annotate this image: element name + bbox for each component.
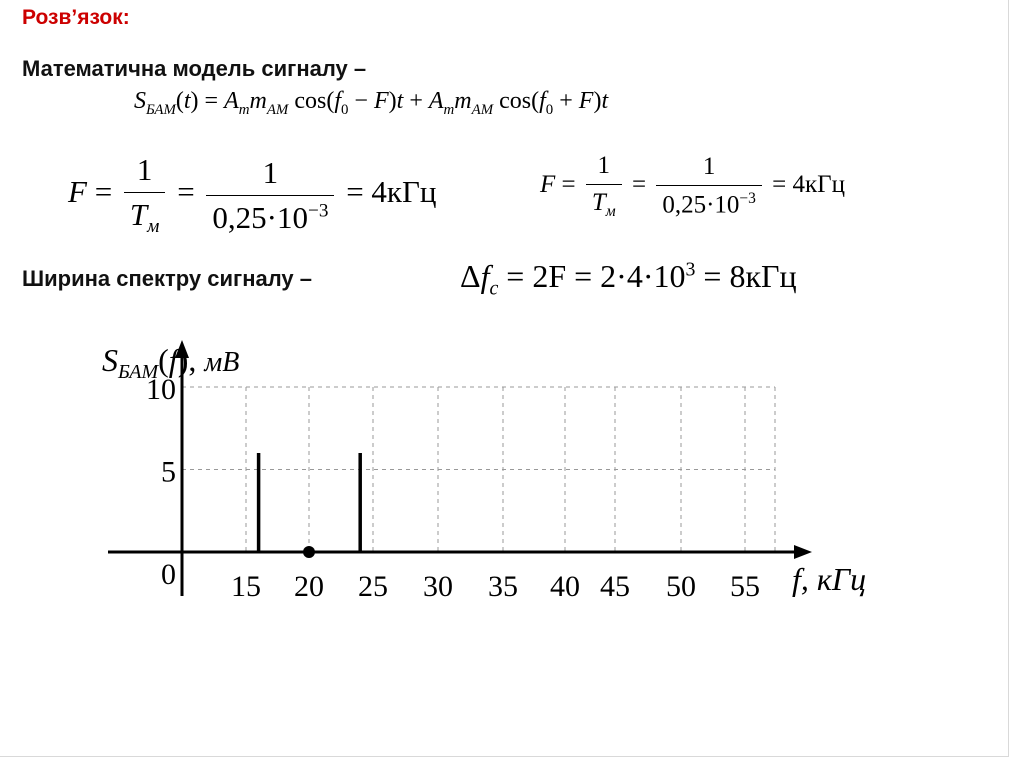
chart-axes <box>108 340 812 596</box>
x-tick-label: 50 <box>666 570 696 603</box>
x-tick-label: 25 <box>358 570 388 603</box>
x-tick-label: 15 <box>231 570 261 603</box>
model-label: Математична модель сигналу – <box>22 56 367 81</box>
chart-labels <box>102 342 866 603</box>
spectrum-width-formula: $\Delta f_c = 2F = 2\cdot 4\cdot 10^3 = 8кГц$ <box>460 258 797 300</box>
x-axis-label: f, кГц <box>792 561 867 597</box>
y-axis-label: $S_{БАМ}(f)$, мВ <box>102 342 240 383</box>
y-tick-label: 5 <box>161 455 176 489</box>
model-formula: $S_{БАМ}(t) = A_mm_{AM}$ $\cos(f_0 - F)t + A_mm_{AM}$ $\cos(f_0 + F)t$ <box>134 88 609 118</box>
frequency-formula-small: F = $\frac{1}{T_м}$ = $\frac{1}{0,25\cdot 10^{-3}}$ = 4кГц <box>540 152 845 220</box>
carrier-point <box>303 546 315 558</box>
x-tick-label: 30 <box>423 570 453 603</box>
spectrum-width-label: Ширина спектру сигналу – <box>22 266 312 291</box>
x-tick-label: 20 <box>294 570 324 603</box>
x-tick-label: 35 <box>488 570 518 603</box>
frequency-formula-large: F = $\frac{1}{T_м}$ = $\frac{1}{0,25\cdot 10^{-3}}$ = 4кГц <box>68 152 437 238</box>
x-axis-arrow <box>794 545 812 559</box>
x-tick-label: 55 <box>730 570 760 603</box>
y-tick-label: 0 <box>161 558 176 591</box>
x-tick-label: 40 <box>550 570 580 603</box>
x-tick-label: 45 <box>600 570 630 603</box>
y-tick-label: 10 <box>146 373 176 406</box>
solution-heading: Розв’язок: <box>22 6 130 29</box>
chart-grid <box>182 387 775 552</box>
